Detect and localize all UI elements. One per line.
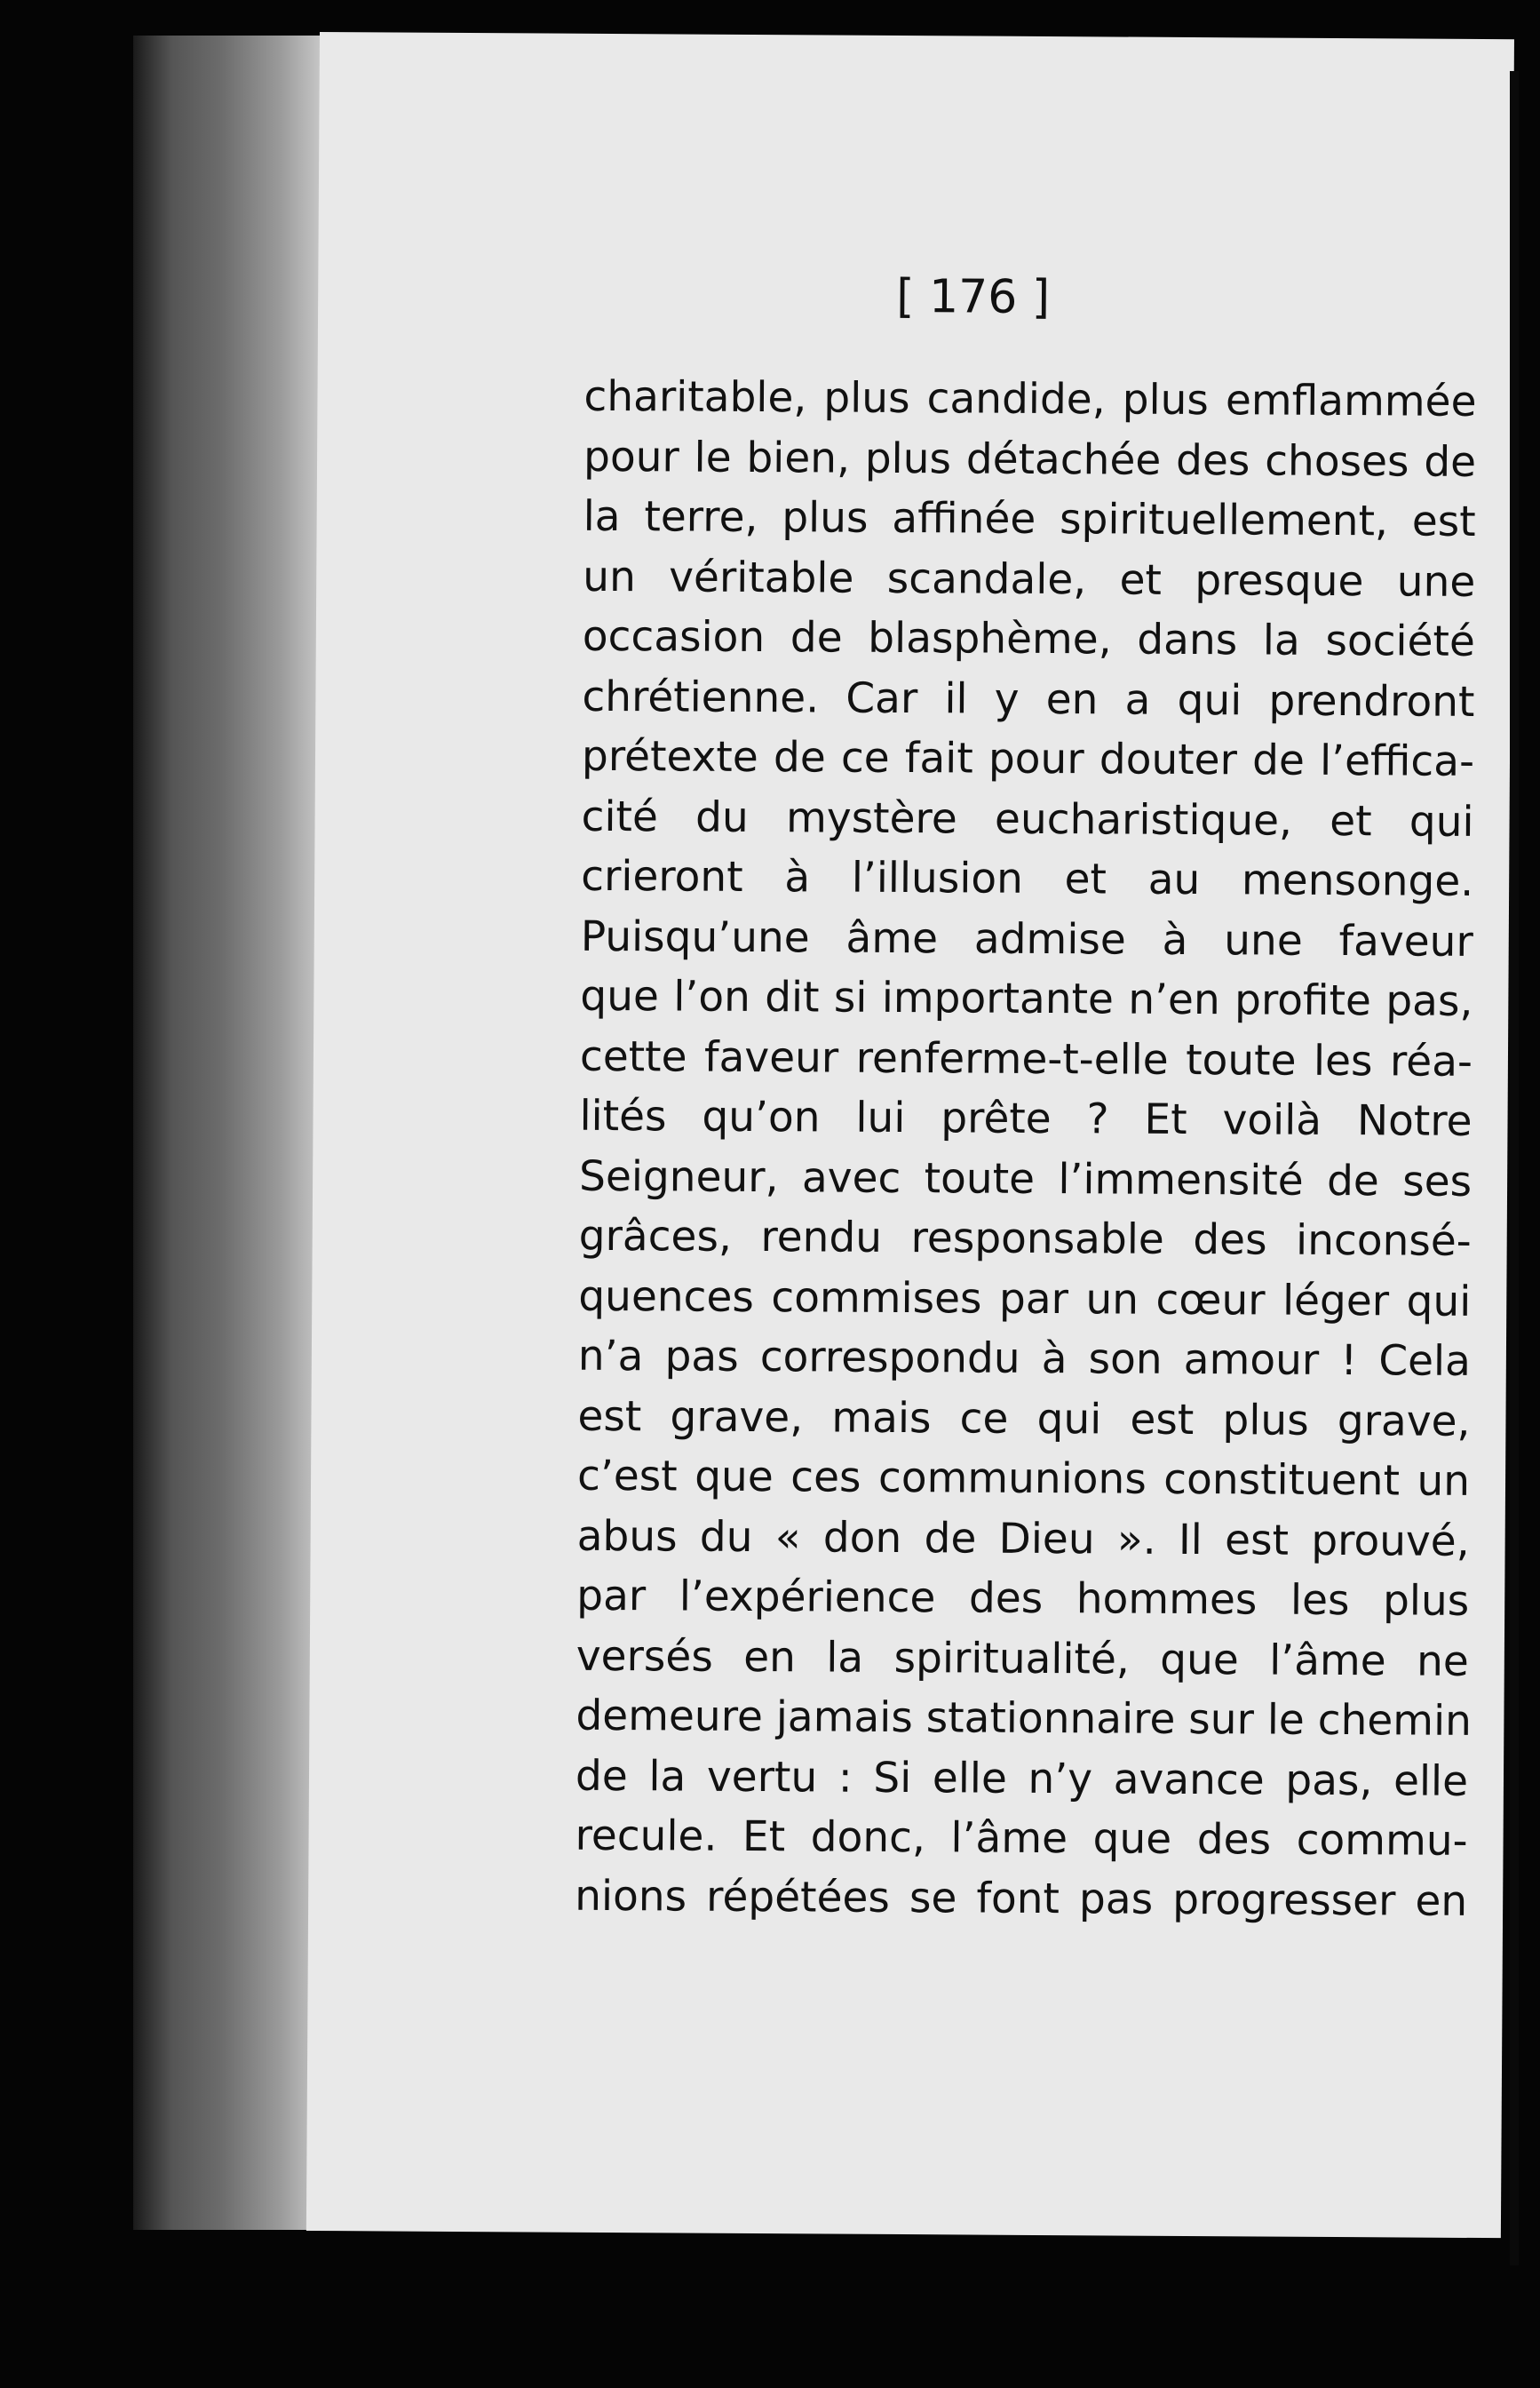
text-line: n’a pas correspondu à son amour ! Cela: [577, 1331, 1472, 1386]
text-line: quences commises par un cœur léger qui: [578, 1271, 1472, 1326]
text-line: par l’expérience des hommes les plus: [576, 1571, 1470, 1626]
text-line: nions répétées se font pas progresser en: [575, 1871, 1468, 1926]
text-line: lités qu’on lui prête ? Et voilà Notre: [579, 1091, 1473, 1146]
text-line: chrétienne. Car il y en a qui prendront: [582, 672, 1475, 727]
text-line: cité du mystère eucharistique, et qui: [581, 792, 1474, 847]
text-line: pour le bien, plus détachée des choses de: [583, 432, 1477, 487]
book-page: [306, 32, 1514, 2238]
text-line: c’est que ces communions constituent un: [576, 1451, 1471, 1506]
text-line: crieront à l’illusion et au mensonge.: [581, 851, 1474, 906]
text-line: que l’on dit si importante n’en profite pas,: [580, 971, 1473, 1026]
text-line: recule. Et donc, l’âme que des commu-: [575, 1811, 1468, 1866]
text-line: prétexte de ce fait pour douter de l’effica-: [581, 731, 1475, 786]
text-line: occasion de blasphème, dans la société: [582, 611, 1475, 666]
text-line: est grave, mais ce qui est plus grave,: [577, 1391, 1471, 1446]
text-line: charitable, plus candide, plus emflammée: [583, 371, 1477, 426]
text-line: abus du « don de Dieu ». Il est prouvé,: [576, 1511, 1470, 1566]
text-line: Puisqu’une âme admise à une faveur: [580, 911, 1473, 967]
body-text: [575, 367, 1477, 1931]
text-line: versés en la spiritualité, que l’âme ne: [576, 1631, 1469, 1686]
text-line: un véritable scandale, et presque une: [583, 552, 1476, 607]
page-edge-shadow: [1510, 71, 1519, 2265]
page-number: [ 176 ]: [896, 269, 1051, 325]
text-line: demeure jamais stationnaire sur le chemin: [576, 1691, 1473, 1746]
text-line: cette faveur renferme-t-elle toute les réa-: [579, 1031, 1473, 1087]
text-line: de la vertu : Si elle n’y avance pas, elle: [575, 1751, 1469, 1806]
text-line: la terre, plus affinée spirituellement, est: [583, 491, 1476, 546]
book-spine-shadow: [133, 36, 329, 2230]
text-line: grâces, rendu responsable des inconsé-: [578, 1211, 1472, 1266]
text-line: Seigneur, avec toute l’immensité de ses: [578, 1151, 1473, 1206]
